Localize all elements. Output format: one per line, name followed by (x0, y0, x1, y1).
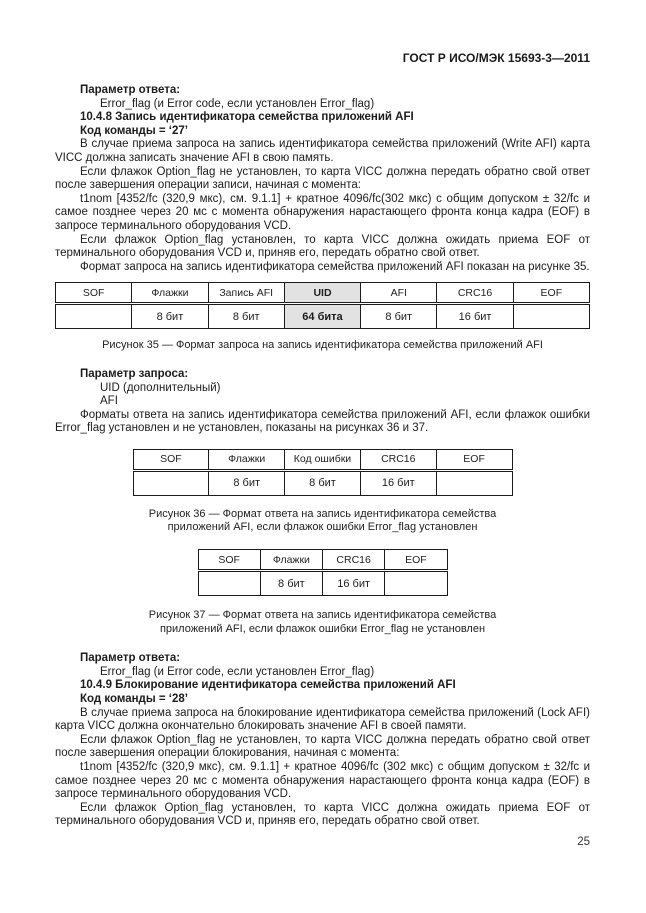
figure36-caption-line1: Рисунок 36 — Формат ответа на запись идентификатора семейства (148, 507, 497, 520)
table-cell (133, 470, 209, 495)
table-cell: 8 бит (260, 571, 322, 596)
page-number: 25 (577, 835, 590, 848)
table-header-cell: Флажки (209, 449, 285, 470)
figure37-caption-line1: Рисунок 37 — Формат ответа на запись идентификатора семейства (148, 609, 497, 622)
figure35-caption: Рисунок 35 — Формат запроса на запись идентификатора семейства приложений AFI (102, 339, 543, 352)
table-header-row (133, 449, 512, 470)
table-header-cell: Флажки (132, 283, 208, 304)
table-cell (436, 470, 512, 495)
figure37-caption-line2: приложений AFI, если флажок ошибки Error_flag не установлен (159, 622, 486, 635)
table-cell (56, 304, 132, 329)
table-data-row (133, 470, 512, 495)
table-cell: 16 бит (323, 571, 385, 596)
table-header-row (56, 283, 590, 304)
table-cell: 8 бит (361, 304, 437, 329)
table-cell-uid: 64 бита (284, 304, 360, 329)
figure36-caption-line2: приложений AFI, если флажок ошибки Error_flag установлен (167, 521, 478, 534)
table-cell: 8 бит (209, 470, 285, 495)
request-param-item: UID (дополнительный) (100, 381, 221, 394)
table-cell: 8 бит (132, 304, 208, 329)
table-cell: 16 бит (437, 304, 513, 329)
table-header-cell-uid: UID (284, 283, 360, 304)
paragraph: t1nom [4352/fc (320,9 мкс), см. 9.1.1] + кратное 4096/fc (302 мкс) с общим допуском ± 32/fc и самое позднее через 20 мс с момента обнаружения нарастающего фронта конца кадра (EOF) в запросе терминального оборудования VCD. (55, 761, 590, 801)
request-params (55, 368, 590, 436)
paragraph: Если флажок Option_flag не установлен, то карта VICC должна передать обратно свой ответ после завершения операции блокирования, начиная с момента: (55, 733, 590, 760)
section-1048 (55, 84, 590, 274)
figure37-table (198, 549, 448, 596)
section-heading-1048: 10.4.8 Запись идентификатора семейства приложений AFI (80, 111, 414, 124)
request-param-item: AFI (100, 395, 118, 408)
figure35-table (55, 282, 590, 329)
figure36-caption (55, 508, 590, 535)
paragraph: В случае приема запроса на запись идентификатора семейства приложений (Write AFI) карта VICC должна записать значение AFI в свою память. (55, 138, 590, 164)
paragraph: Форматы ответа на запись идентификатора семейства приложений AFI, если флажок ошибки Error_flag установлен и не установлен, показаны на рисунках 36 и 37. (55, 408, 590, 435)
paragraph: Если флажок Option_flag установлен, то карта VICC должна ожидать приема EOF от терминального оборудования VCD и, приняв его, передать обратно свой ответ. (55, 801, 590, 828)
table-header-row (198, 550, 447, 571)
table-data-row (198, 571, 447, 596)
paragraph: Формат запроса на запись идентификатора семейства приложений AFI показан на рисунке 35. (80, 260, 590, 273)
table-cell (513, 304, 589, 329)
table-header-cell: SOF (133, 449, 209, 470)
figure37-caption (55, 609, 590, 636)
table-header-cell: EOF (436, 449, 512, 470)
section-heading-1049: 10.4.9 Блокирование идентификатора семейства приложений AFI (80, 679, 456, 692)
table-cell: 8 бит (208, 304, 284, 329)
table-header-cell: EOF (513, 283, 589, 304)
table-cell: 16 бит (360, 470, 436, 495)
table-header-cell: AFI (361, 283, 437, 304)
paragraph: Если флажок Option_flag установлен, то карта VICC должна ожидать приема EOF от терминального оборудования VCD и, приняв его, передать обратно свой ответ. (55, 233, 590, 260)
response-param-value: Error_flag (и Error code, если установлен Error_flag) (100, 97, 375, 110)
table-header-cell: CRC16 (360, 449, 436, 470)
paragraph: В случае приема запроса на блокирование идентификатора семейства приложений (Lock AFI) карта VICC должна окончательно блокировать значение AFI в своей памяти. (55, 706, 590, 733)
table-header-cell: Код ошибки (285, 449, 361, 470)
table-header-cell: EOF (385, 550, 447, 571)
table-data-row (56, 304, 590, 329)
response-param-value: Error_flag (и Error code, если установлен Error_flag) (100, 665, 375, 678)
paragraph: t1nom [4352/fc (320,9 мкс), см. 9.1.1] + кратное 4096/fc(302 мкс) с общим допуском ± 32/fc и самое позднее через 20 мс с момента обнаружения нарастающего фронта конца кадра (EOF) в запросе терминального оборудования VCD. (55, 192, 590, 232)
response-param-label: Параметр ответа: (80, 84, 181, 96)
table-cell (198, 571, 260, 596)
table-header-cell: Флажки (260, 550, 322, 571)
table-header-cell: CRC16 (437, 283, 513, 304)
table-header-cell: SOF (198, 550, 260, 571)
table-header-cell: Запись AFI (208, 283, 284, 304)
response-param-label: Параметр ответа: (80, 652, 181, 665)
request-param-label: Параметр запроса: (80, 367, 189, 380)
command-code-1049: Код команды = ‘28’ (80, 693, 188, 706)
page-header: ГОСТ Р ИСО/МЭК 15693-3—2011 (402, 51, 590, 65)
table-cell (385, 571, 447, 596)
section-1049 (55, 652, 590, 829)
figure36-table (133, 449, 513, 496)
table-header-cell: CRC16 (323, 550, 385, 571)
paragraph: Если флажок Option_flag не установлен, то карта VICC должна передать обратно свой ответ после завершения операции записи, начиная с момента: (55, 165, 590, 192)
table-header-cell: SOF (56, 283, 132, 304)
command-code-1048: Код команды = ‘27’ (80, 124, 188, 137)
table-cell: 8 бит (285, 470, 361, 495)
